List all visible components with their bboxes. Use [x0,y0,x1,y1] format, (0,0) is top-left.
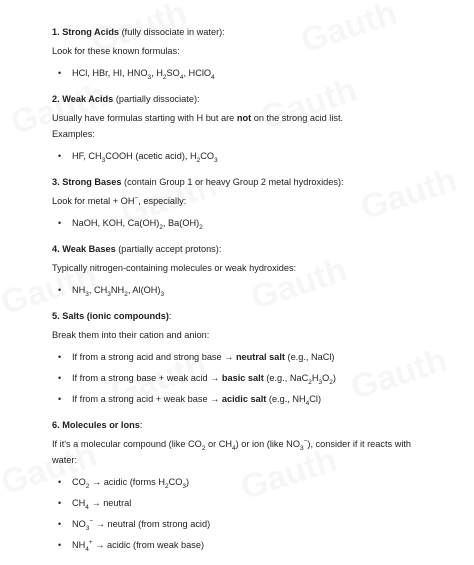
paragraph-line: Look for these known formulas: [52,46,180,56]
section [52,93,452,176]
paragraph-line: Typically nitrogen-containing molecules or weak hydroxides: [52,263,297,273]
list-item: • HCl, HBr, HI, $HNO_3$, $H_2SO_4$, HClO$_4$ [52,67,452,88]
paragraph-line: Break them into their cation and anion: [52,330,210,340]
section-heading [52,26,452,42]
section [52,176,452,243]
section [52,419,452,565]
section-title: 4. Weak Bases [52,244,116,254]
bullet-list [52,217,452,238]
section [52,26,452,93]
bullet-list [52,476,452,560]
list-item: • NaOH, KOH, $Ca(OH)_2$, $Ba(OH)_2$ [52,217,452,238]
paragraph-line: water: [52,455,78,465]
section-title: 5. Salts (ionic compounds) [52,311,169,321]
section [52,243,452,310]
paragraph-line: Look for metal + OH−, especially: [52,194,187,206]
section-title-detail: : [139,420,143,430]
bullet-list [52,284,452,305]
section-heading [52,419,452,435]
bullet-list [52,150,452,171]
section-title: 3. Strong Bases [52,177,122,187]
bullet-list [52,351,452,414]
bullet-list [52,67,452,88]
section-heading [52,310,452,326]
section-title-detail: (partially accept protons): [115,244,222,254]
section-title: 2. Weak Acids [52,94,114,104]
section-title: 1. Strong Acids [52,27,120,37]
list-item: • $NH_3$, $CH_3NH_2$, $Al(OH)_3$ [52,284,452,305]
section-heading [52,243,452,259]
section-title-detail: (contain Group 1 or heavy Group 2 metal hydroxides): [121,177,344,187]
section-title-detail: : [168,311,172,321]
section-heading [52,176,452,192]
document-content [52,26,452,565]
section-title-detail: (partially dissociate): [113,94,200,104]
section [52,310,452,419]
list-item: • If from a strong base + weak acid → basic salt (e.g., $NaC_2H_3O_2$) [52,372,452,393]
list-item: • If from a strong acid and strong base → neutral salt (e.g., NaCl) [52,351,452,372]
paragraph-line: If it's a molecular compound (like $CO_2$ or $CH_4$) or ion (like $NO_3^-$), consider if it reacts with [52,437,412,452]
paragraph-line: Examples: [52,129,95,139]
list-item: • $NH_4^+$ → acidic (from weak base) [52,539,452,560]
list-item: • If from a strong acid + weak base → acidic salt (e.g., $NH_4Cl$) [52,393,452,414]
section-heading [52,93,452,109]
list-item: • $CH_4$ → neutral [52,497,452,518]
section-title: 6. Molecules or Ions [52,420,140,430]
list-item: • $NO_3^-$ → neutral (from strong acid) [52,518,452,539]
section-title-detail: (fully dissociate in water): [119,27,225,37]
paragraph-line: Usually have formulas starting with H but are not on the strong acid list. [52,113,344,123]
list-item: • HF, $CH_3COOH$ (acetic acid), $H_2CO_3$ [52,150,452,171]
list-item: • $CO_2$ → acidic (forms $H_2CO_3$) [52,476,452,497]
